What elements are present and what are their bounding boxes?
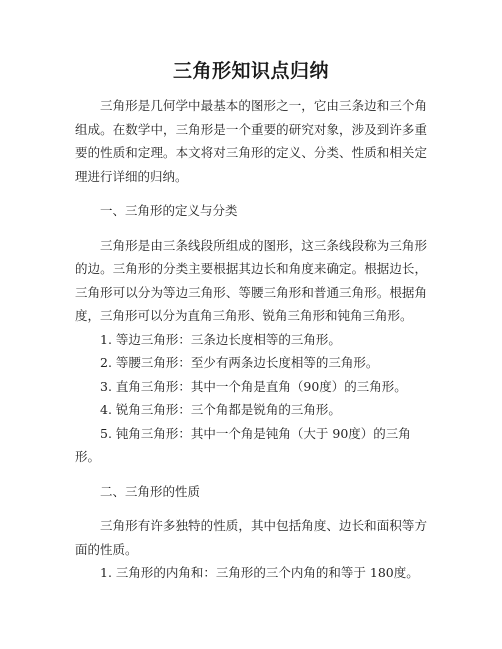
intro-paragraph: 三角形是几何学中最基本的图形之一，它由三条边和三个角组成。在数学中，三角形是一个重要的研究对象，涉及到许多重要的性质和定理。本文将对三角形的定义、分类、性质和相关定理进行详细的归纳。 [75,98,427,184]
section-1-item: 4. 锐角三角形：三个角都是锐角的三角形。 [100,402,341,417]
section-1-item: 5. 钝角三角形：其中一个角是钝角（大于 90度）的三角形。 [75,425,411,464]
section-2-body: 三角形有许多独特的性质，其中包括角度、边长和面积等方面的性质。 [75,518,427,557]
section-1-item: 2. 等腰三角形：至少有两条边长度相等的三角形。 [100,355,379,370]
section-1-item: 1. 等边三角形：三条边长度相等的三角形。 [100,331,341,347]
section-1-item: 3. 直角三角形：其中一个角是直角（90度）的三角形。 [100,378,407,394]
section-1-body: 三角形是由三条线段所组成的图形，这三条线段称为三角形的边。三角形的分类主要根据其边长和角度来确定。根据边长，三角形可以分为等边三角形、等腰三角形和普通三角形。根据角度，三角形可以分为直角三角形、锐角三角形和钝角三角形。 [75,237,427,323]
section-2-item: 1. 三角形的内角和：三角形的三个内角的和等于 180度。 [100,565,419,580]
section-1-heading: 一、三角形的定义与分类 [100,203,238,218]
page-title: 三角形知识点归纳 [172,60,329,82]
section-2-heading: 二、三角形的性质 [100,483,201,499]
